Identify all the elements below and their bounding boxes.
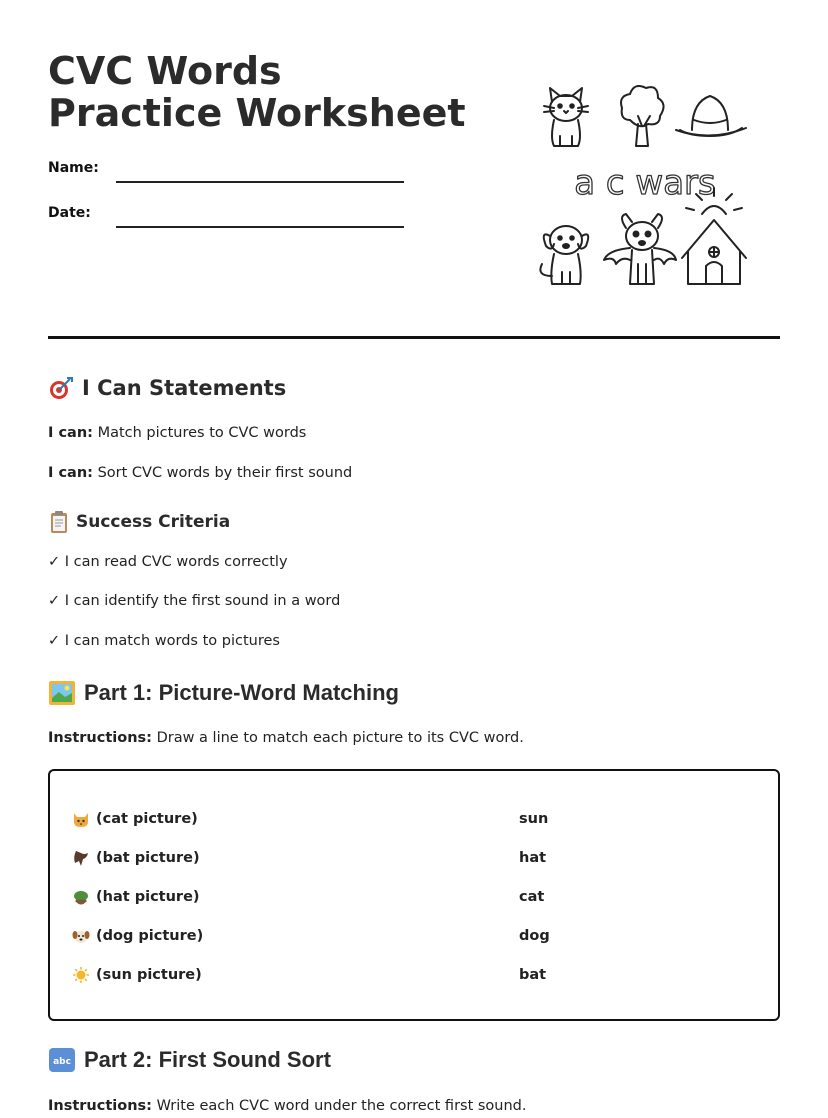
instructions-text: Draw a line to match each picture to its CVC word. [156,730,524,746]
svg-text:abc: abc [53,1057,71,1067]
dog-icon [72,927,90,945]
match-row [72,885,752,909]
match-row [72,924,752,948]
success-heading-text: Success Criteria [76,512,231,532]
date-field[interactable] [116,226,404,228]
match-picture: (hat picture) [96,889,200,905]
match-picture: (bat picture) [96,850,200,866]
part1-heading-text: Part 1: Picture-Word Matching [84,680,399,705]
match-row [72,963,752,987]
i-can-item-1 [48,425,306,441]
clipboard-icon [48,510,70,534]
target-icon [48,376,74,400]
cat-drawing [544,88,588,146]
abc-icon [48,1047,76,1073]
i-can-item-2 [48,465,352,481]
success-item-2: ✓ I can identify the first sound in a word [48,593,341,609]
tree-drawing [621,86,664,146]
part1-instructions [48,730,524,746]
part2-heading-text: Part 2: First Sound Sort [84,1047,331,1072]
matching-box [48,769,780,1021]
match-word: hat [519,850,547,866]
date-label: Date: [48,205,91,221]
header-divider [48,336,780,339]
success-heading [48,510,230,534]
match-picture: (cat picture) [96,811,198,827]
bat-icon [72,849,90,867]
match-word: sun [519,811,549,827]
cvc-illustration [530,80,760,295]
illustration-text: a c wars [574,163,716,203]
match-word: cat [519,889,545,905]
i-can-heading-text: I Can Statements [82,376,287,400]
dog-drawing [540,226,588,284]
match-row [72,846,752,870]
bat-drawing [604,214,676,284]
match-row [72,807,752,831]
hat-icon [72,888,90,906]
match-word: bat [519,967,547,983]
hat-drawing [676,96,746,136]
instructions-label: Instructions: [48,730,152,746]
match-picture: (sun picture) [96,967,202,983]
instructions-label: Instructions: [48,1098,152,1114]
instructions-text: Write each CVC word under the correct first sound. [156,1098,527,1114]
i-can-text: Sort CVC words by their first sound [97,465,353,481]
part2-heading [48,1047,331,1073]
success-item-3: ✓ I can match words to pictures [48,633,280,649]
sun-icon [72,966,90,984]
i-can-heading [48,376,286,400]
success-item-1: ✓ I can read CVC words correctly [48,554,288,570]
part1-heading [48,680,399,706]
part2-instructions [48,1098,527,1114]
match-word: dog [519,928,550,944]
page-title: CVC Words Practice Worksheet [48,49,466,135]
i-can-prefix: I can: [48,465,93,481]
match-picture: (dog picture) [96,928,204,944]
i-can-prefix: I can: [48,425,93,441]
i-can-text: Match pictures to CVC words [97,425,307,441]
cat-icon [72,810,90,828]
name-label: Name: [48,160,99,176]
name-field[interactable] [116,181,404,183]
picture-icon [48,680,76,706]
